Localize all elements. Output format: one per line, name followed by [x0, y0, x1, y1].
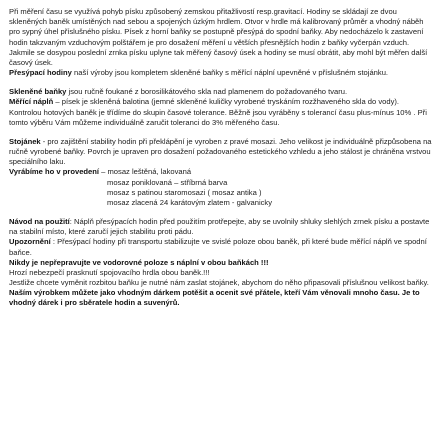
spacer — [9, 208, 433, 217]
closing-text: Naším výrobkem můžete jako vhodným dárkem potěšit a ocenit své přátele, kteří Vám věnovali mnoho času. Je to vhodný dárek i pro sběratele hodin a suvenýrů. — [9, 288, 420, 308]
glass-paragraph — [9, 87, 433, 97]
intro-paragraph — [9, 7, 433, 78]
fill-text: – písek je skleněná balotina (jemné skleněné kuličky vyrobené tryskáním rozžhaveného skla do vody). Kontrolou hotových baněk je třídíme do skupin časové tolerance. Běžně jsou vyráběny s tolerancí času plus-mínus 10% . Při tomto výběru Vám můžeme individuálně zaručit toleranci do 3% měřeného času. — [9, 97, 427, 127]
danger-text: Hrozí nebezpečí prasknutí spojovacího hrdla obou baněk.!!! — [9, 267, 210, 277]
repair-text: Jestliže chcete vyměnit rozbitou baňku je nutné nám zaslat stojánek, abychom do něho připasovali příslušnou velikost baňky. — [9, 278, 429, 288]
warning-text: : Přesýpací hodiny při transportu stabilizujte ve svislé poloze obou baněk, při které bude měřící náplň ve spodní baňce. — [9, 237, 427, 257]
variant-nickel: mosaz poniklovaná – stříbrná barva — [107, 177, 228, 187]
stand-text: - pro zajištění stability hodin při překlápění je vyroben z pravé mosazi. Jeho velikost je individuálně přizpůsobena na ručně vyrobené baňky. Povrch je upraven pro dosažení požadovaného estetického vzhledu a jeho stálost je chráněna vrstvou speciálního laku. — [9, 136, 432, 167]
intro-text: Při měření času se využívá pohyb písku způsobený zemskou přitažlivostí resp.gravitací. Hodiny se skládají ze dvou skleněných baněk umístěných nad sebou a spojených úzkým hrdlem. Otvor v hrdle má kalibrovaný průměr a vhodný náběh pro sypný úhel příslušného písku. Písek z horní baňky se postupně přesýpá do spodní baňky. Aby nedocházelo k zastavení hodin takzvaným vzduchovým polštářem je pro dosažení měření u větších přesnějších hodin z baňky vyčerpán vzduch. Jakmile se dosypou poslední zrnka písku uplyne tak měřený časový úsek a hodiny se musí obrátit, aby mohl být měřen další časový úsek. — [9, 7, 428, 67]
variant-antique: mosaz s patinou staromosazi ( mosaz antika ) — [107, 187, 262, 197]
transport-notice: Nikdy je nepřepravujte ve vodorovné poloze s náplní v obou baňkách !!! — [9, 257, 269, 267]
warning-paragraph — [9, 237, 433, 257]
fill-label: Měřící náplň — [9, 97, 54, 107]
stand-paragraph — [9, 137, 433, 168]
hourglass-description: naší výroby jsou kompletem skleněné baňky s měřící náplní upevněné v příslušném stojánku. — [71, 68, 389, 78]
glass-text: jsou ručně foukané z borosilikátového skla nad plamenem do požadovaného tvaru. — [66, 87, 348, 97]
spacer — [9, 128, 433, 137]
usage-paragraph — [9, 217, 433, 237]
variants-label: Vyrábíme ho v provedení — [9, 167, 100, 177]
warning-label: Upozornění — [9, 237, 51, 247]
variant-polished: – mosaz leštěná, lakovaná — [99, 167, 192, 177]
usage-text: : Náplň přesýpacích hodin před použitím protřepejte, aby se uvolnily shluky slehlých zrnek písku a postavte na stabilní místo, které zaručí jejich stabilitu proti pádu. — [9, 217, 430, 237]
stand-label: Stojánek — [9, 136, 41, 146]
variant-gold: mosaz zlacená 24 karátovým zlatem - galvanicky — [107, 197, 273, 207]
usage-label: Návod na použití — [9, 217, 70, 227]
glass-label: Skleněné baňky — [9, 87, 67, 97]
hourglass-label: Přesýpací hodiny — [9, 68, 72, 78]
spacer — [9, 78, 433, 87]
fill-paragraph — [9, 97, 433, 128]
page-bottom-edge — [0, 432, 439, 439]
document-body — [9, 7, 433, 309]
variants-first-line — [9, 167, 433, 177]
